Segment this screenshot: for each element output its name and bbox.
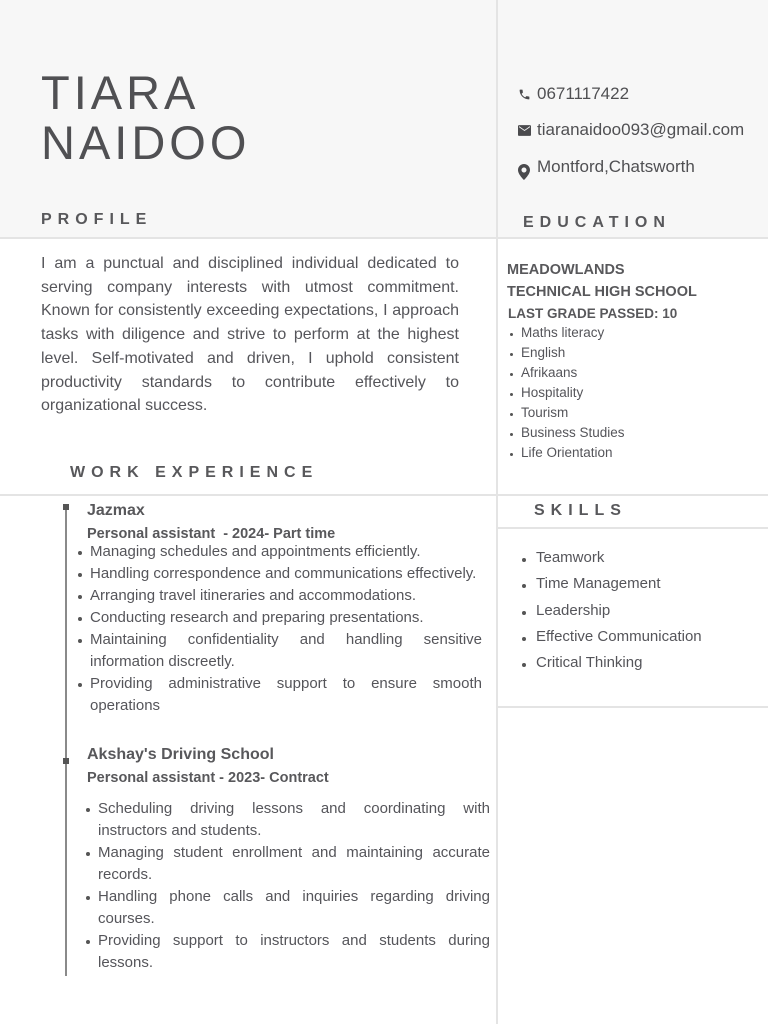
job-duty-item: Arranging travel itineraries and accommodations. bbox=[90, 585, 482, 607]
job-duty-item: Handling correspondence and communications effectively. bbox=[90, 563, 482, 585]
contact-email bbox=[517, 120, 744, 140]
phone-number: 0671117422 bbox=[537, 84, 630, 103]
skill-item: Time Management bbox=[519, 571, 702, 597]
job-company: Jazmax bbox=[87, 502, 145, 519]
header-divider bbox=[0, 237, 768, 239]
job-duty-item: Handling phone calls and inquiries regarding driving courses. bbox=[98, 886, 490, 930]
contact-phone bbox=[517, 84, 629, 104]
location-text: Montford,Chatsworth bbox=[537, 157, 695, 176]
work-divider bbox=[0, 494, 768, 496]
last-name: NAIDOO bbox=[41, 116, 251, 169]
school-name-line-1: MEADOWLANDS bbox=[507, 262, 625, 278]
contact-location bbox=[517, 155, 695, 179]
envelope-icon bbox=[517, 123, 531, 137]
job-duty-item: Managing student enrollment and maintaining accurate records. bbox=[98, 842, 490, 886]
profile-summary: I am a punctual and disciplined individual dedicated to serving company interests with utmost commitment. Known for consistently exceeding expectations, I approach tasks with diligence and strive to perform at the highest level. Self-motivated and driven, I uphold consistent productivity standards to contribute effectively to organizational success. bbox=[41, 255, 459, 415]
job-duty-item: Maintaining confidentiality and handling sensitive information discreetly. bbox=[90, 629, 482, 673]
subject-item: Maths literacy bbox=[507, 323, 625, 343]
timeline-marker bbox=[63, 758, 69, 764]
skill-item: Teamwork bbox=[519, 545, 702, 571]
skill-item: Leadership bbox=[519, 598, 702, 624]
skills-title-divider bbox=[498, 527, 768, 529]
job-duty-item: Conducting research and preparing presentations. bbox=[90, 607, 482, 629]
job-role: Personal assistant - 2024- Part time bbox=[87, 526, 336, 542]
phone-icon bbox=[517, 87, 531, 101]
job-duty-item: Managing schedules and appointments efficiently. bbox=[90, 541, 482, 563]
work-experience-title: WORK EXPERIENCE bbox=[70, 464, 319, 481]
first-name: TIARA bbox=[41, 66, 200, 119]
column-divider bbox=[496, 0, 498, 1024]
job-duty-item: Scheduling driving lessons and coordinating with instructors and students. bbox=[98, 798, 490, 842]
timeline-marker bbox=[63, 504, 69, 510]
job-duties-list bbox=[90, 541, 482, 717]
job-role: Personal assistant - 2023- Contract bbox=[87, 770, 329, 786]
skills-title: SKILLS bbox=[534, 502, 627, 519]
skill-item: Effective Communication bbox=[519, 624, 702, 650]
last-grade-passed: LAST GRADE PASSED: 10 bbox=[508, 306, 678, 321]
job-duty-item: Providing administrative support to ensure smooth operations bbox=[90, 673, 482, 717]
skill-item: Critical Thinking bbox=[519, 650, 702, 676]
subject-item: Life Orientation bbox=[507, 443, 625, 463]
skills-list bbox=[519, 545, 702, 676]
map-pin-icon bbox=[517, 165, 531, 179]
timeline-line bbox=[65, 506, 67, 976]
email-address: tiaranaidoo093@gmail.com bbox=[537, 120, 745, 139]
subject-item: Tourism bbox=[507, 403, 625, 423]
skills-bottom-divider bbox=[498, 706, 768, 708]
subject-item: Business Studies bbox=[507, 423, 625, 443]
subject-item: English bbox=[507, 343, 625, 363]
school-name bbox=[507, 259, 697, 303]
subject-item: Afrikaans bbox=[507, 363, 625, 383]
job-company: Akshay's Driving School bbox=[87, 746, 274, 763]
education-title: EDUCATION bbox=[523, 214, 671, 231]
candidate-name bbox=[41, 68, 250, 168]
job-duty-item: Providing support to instructors and students during lessons. bbox=[98, 930, 490, 974]
profile-title: PROFILE bbox=[41, 211, 153, 228]
school-name-line-2: TECHNICAL HIGH SCHOOL bbox=[507, 284, 697, 300]
subject-item: Hospitality bbox=[507, 383, 625, 403]
job-duties-list bbox=[98, 798, 490, 974]
subjects-list bbox=[507, 323, 625, 463]
